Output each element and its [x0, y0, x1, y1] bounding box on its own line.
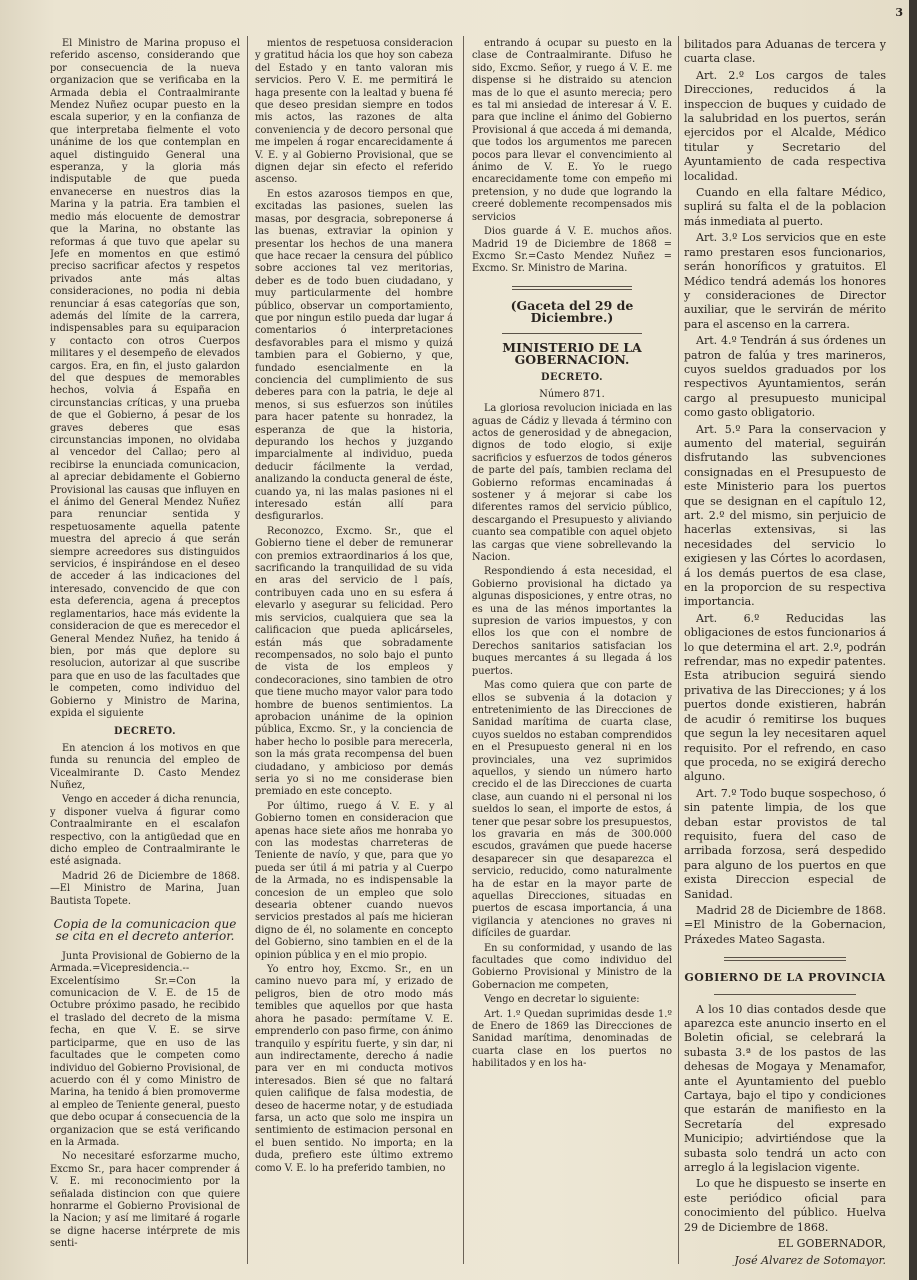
ministry-heading: MINISTERIO DE LA GOBERNACION. [502, 339, 642, 367]
decree-signature: Madrid 28 de Diciembre de 1868. =El Ministro de la Gobernacion, Práxedes Mateo Sagasta. [684, 903, 886, 946]
paragraph: Vengo en acceder á dicha renuncia, y disponer vuelva á figurar como Contraalmirante en el escalafon respectivo, con la antigüedad que en dicho empleo de Contraalmirante le esté asignada. [50, 794, 240, 868]
decree-number: Número 871. [539, 388, 605, 400]
paragraph: En atencion á los motivos en que funda su renuncia del empleo de Vicealmirante D. Casto Mendez Nuñez, [50, 742, 240, 791]
paragraph: La gloriosa revolucion iniciada en las aguas de Cádiz y llevada á término con actos de generosidad y de abnegacion, dignos de todo elogio, si exije sacrificios y esfuerzos de todos géneros de parte del país, tambien reclama del Gobierno reformas encaminadas á sostener y á mejorar si cabe los diferentes ramos del servicio público, descargando el Presupuesto y aliviando cuanto sea compatible con aquel objeto las cargas que viene sobrellevando la Nacion. [472, 403, 672, 564]
paragraph: Vengo en decretar lo siguiente: [484, 994, 640, 1006]
column-rule [463, 36, 464, 1264]
paragraph: El Ministro de Marina propuso el referido ascenso, considerando que por consecuencia de la nueva organizacion que se verificaba en la Armada debia el Contraalmirante Mendez Nuñez ocupar puesto en la escala superior, y en la confianza de que interpretaba fielmente el voto unánime de los que contemplan en aquel distinguido General una esperanza, y la gloria más indisputable de que pueda envanecerse en nuestros dias la Marina y la patria. Era tambien el medio más elocuente de demostrar que la Marina, no obstante las reformas á que tuvo que apelar su Jefe en momentos en que estimó preciso sacrificar afectos y respetos privados ante más altas consideraciones, no podia ni debia renunciar á esas categorías que son, además del límite de la carrera, indispensables para su equiparacion y contacto con otros Cuerpos militares y el desempeño de elevados cargos. Era, en fin, el justo galardon del que despues de memorables hechos, volvia á España en circunstancias críticas, y una prueba de que el Gobierno, á pesar de los graves deberes que esas circunstancias imponen, no olvidaba al vencedor del Callao; pero al recibirse la enunciada comunicacion, al apreciar debidamente el Gobierno Provisional las causas que influyen en el ánimo del General Mendez Nuñez para renunciar sentida y respetuosamente aquella patente muestra del aprecio á que serán siempre acreedores sus distinguidos servicios, é inspirándose en el deseo de acceder á las indicaciones del interesado, convencido de que con esta deferencia, agena á preceptos reglamentarios, hace más evidente la consideracion de que es merecedor el General Mendez Nuñez, ha tenido á bien, por más que deplore su resolucion, autorizar al que suscribe para que en uso de las facultades que le competen, como individuo del Gobierno y Ministro de Marina, expida el siguiente [50, 38, 240, 719]
article: Art. 4.º Tendrán á sus órdenes un patron de falúa y tres marineros, cuyos sueldos graduados por los respectivos Ayuntamientos, serán cargo al presupuesto municipal como gasto obligatorio. [684, 334, 886, 420]
divider [502, 333, 642, 334]
column-rule [678, 36, 679, 1264]
column-3 [472, 38, 672, 1266]
paragraph: Lo que he dispuesto se inserte en este periódico oficial para conocimiento del público. Huelva 29 de Diciembre de 1868. [684, 1177, 886, 1234]
article: Art. 1.º Quedan suprimidas desde 1.º de Enero de 1869 las Direcciones de Sanidad marítima, denominadas de cuarta clase en los puertos no habilitados y en los ha- [472, 1008, 672, 1070]
paragraph: A los 10 dias contados desde que aparezca este anuncio inserto en el Boletin oficial, se celebrará la subasta 3.ª de los pastos de las dehesas de Mogaya y Menamafor, ante el Ayuntamiento del pueblo Cartaya, bajo el tipo y condiciones que estarán de manifiesto en la Secretaría del expresado Municipio; advirtiéndose que la subasta solo tendrá un acto con arreglo á la legislacion vigente. [684, 1002, 886, 1175]
column-1 [50, 38, 240, 1266]
paragraph: Cuando en ella faltare Médico, suplirá su falta el de la poblacion más inmediata al puerto. [684, 186, 886, 228]
paragraph: No necesitaré esforzarme mucho, Excmo Sr., para hacer comprender á V. E. mi reconocimiento por la señalada distincion con que quiere honrarme el Gobierno Provisional de la Nacion; y así me limitaré á rogarle se digne hacerse intérprete de mis senti- [50, 1151, 240, 1250]
paragraph: Junta Provisional de Gobierno de la Armada.=Vicepresidencia.--Excelentísimo Sr.=Con la comunicacion de V. E. de 15 de Octubre próximo pasado, he recibido el traslado del decreto de la misma fecha, en que V. E. se sirve participarme, que en uso de las facultades que le competen como individuo del Gobierno Provisional, de acuerdo con él y como Ministro de Marina, ha tenido á bien promoverme al empleo de Teniente general, puesto que debo ocupar á consecuencia de la organizacion que se está verificando en la Armada. [50, 950, 240, 1148]
paragraph: Por último, ruego á V. E. y al Gobierno tomen en consideracion que apenas hace siete años me honraba yo con las modestas charreteras de Teniente de navío, y que, para que yo pueda ser útil á mi patria y al Cuerpo de la Armada, no es indispensable la concesion de un empleo que solo desearia obtener cuando nuevos servicios prestados al país me hicieran digno de él, no solamente en concepto del Gobierno, sino tambien en el de la opinion pública y en el mio propio. [255, 800, 453, 961]
signer-name: José Alvarez de Sotomayor. [734, 1253, 886, 1266]
article: Art. 2.º Los cargos de tales Direcciones, reducidos á la inspeccion de buques y cuidado de la salubridad en los puertos, serán ejercidos por el Alcalde, Médico titular y Secretario del Ayuntamiento de cada respectiva localidad. [684, 68, 886, 183]
divider [724, 957, 846, 961]
section-title: Copia de la comunicacion que se cita en el decreto anterior. [53, 917, 237, 944]
paragraph: Yo entro hoy, Excmo. Sr., en un camino nuevo para mí, y erizado de peligros, bien de otro modo más temibles que aquellos por que hasta ahora he pasado: permítame V. E. emprenderlo con paso firme, con ánimo tranquilo y espíritu fuerte, y sin dar, ni aun indirectamente, derecho á nadie para ver en mi conducta motivos interesados. Bien sé que no faltará quien califique de falsa modestia, de deseo de hacerme notar, y de estudiada farsa, un acto que solo me inspira un sentimiento de estimacion personal en el buen sentido. No importa; en la duda, prefiero este último extremo como V. E. lo ha preferido tambien, no [255, 964, 453, 1174]
paragraph: Respondiendo á esta necesidad, el Gobierno provisional ha dictado ya algunas disposiciones, y entre otras, no es una de las ménos importantes la supresion de varios impuestos, y con ellos los que con el nombre de Derechos sanitarios satisfacian los buques mercantes á su llegada á los puertos. [472, 566, 672, 677]
section-heading: GOBIERNO DE LA PROVINCIA [684, 971, 886, 985]
paragraph: bilitados para Aduanas de tercera y cuarta clase. [684, 38, 886, 66]
paragraph: En su conformidad, y usando de las facultades que como individuo del Gobierno Provisional y Ministro de la Gobernacion me competen, [472, 942, 672, 991]
page-edge [909, 0, 917, 1280]
column-rule [247, 36, 248, 1264]
column-4 [684, 38, 886, 1266]
article: Art. 6.º Reducidas las obligaciones de estos funcionarios á lo que determina el art. 2.º, podrán refrendar, mas no expedir patentes. Esta atribucion seguirá siendo privativa de las Direcciones; y á los puertos donde existieren, habrán de acudir ó remitirse los buques que segun la ley necesitaren aquel requisito. Por el refrendo, en caso que proceda, no se exigirá derecho alguno. [684, 611, 886, 784]
decree-title: DECRETO. [113, 726, 177, 738]
paragraph: Mas como quiera que con parte de ellos se subvenia á la dotacion y entretenimiento de las Direcciones de Sanidad marítima de cuarta clase, cuyos sueldos no estaban comprendidos en el Presupuesto general ni en los provinciales, una vez suprimidos aquellos, y siendo un número harto crecido el de las Direcciones de cuarta clase, aun cuando ni el personal ni los sueldos lo sean, el importe de estos, á tener que pesar sobre los presupuestos, los gravaria en más de 300.000 escudos, gravámen que puede hacerse desaparecer sin que desaparezca el servicio, reducido, como naturalmente ha de estar en la mayor parte de aquellas Direcciones, situadas en puertos de escasa importancia, á una vigilancia y atenciones no graves ni difíciles de guardar. [472, 680, 672, 940]
gazette-reference: (Gaceta del 29 de Diciembre.) [510, 297, 634, 326]
decree-signature: Madrid 26 de Diciembre de 1868. —El Ministro de Marina, Juan Bautista Topete. [50, 870, 240, 907]
divider [512, 286, 632, 290]
signer-title: EL GOBERNADOR, [777, 1237, 886, 1251]
article: Art. 5.º Para la conservacion y aumento del material, seguirán disfrutando las subvenciones consignadas en el Presupuesto de este Ministerio para los puertos que se designan en el capítulo 12, art. 2.º del mismo, sin perjuicio de hacerlas extensivas, si las necesidades del servicio lo exigiesen y las Córtes lo acordasen, á los demás puertos de esa clase, en la proporcion de su respectiva importancia. [684, 422, 886, 609]
divider [714, 994, 856, 995]
letter-signature: Dios guarde á V. E. muchos años. Madrid 19 de Diciembre de 1868 = Excmo Sr.=Casto Mendez Nuñez = Excmo. Sr. Ministro de Marina. [472, 226, 672, 275]
paragraph: mientos de respetuosa consideracion y gratitud hácia los que hoy son cabeza del Estado y en tanto valoran mis servicios. Pero V. E. me permitirá le haga presente con la lealtad y buena fé que deseo presidan siempre en todos mis actos, las razones de alta conveniencia y de decoro personal que me impelen á rogar encarecidamente á V. E. y al Gobierno Provisional, que se dignen dejar sin efecto el referido ascenso. [255, 38, 453, 186]
paragraph: En estos azarosos tiempos en que, excitadas las pasiones, suelen las masas, por desgracia, sobreponerse á las buenas, extraviar la opinion y presentar los hechos de una manera que hace recaer la censura del público sobre acciones tal vez meritorias, deber es de todo buen ciudadano, y muy particularmente del hombre público, observar un comportamiento, que por ningun estilo pueda dar lugar á comentarios ó interpretaciones desfavorables para el mismo y quizá tambien para el Gobierno, y que, fundado esencialmente en la conciencia del cumplimiento de sus deberes para con la patria, le deje al menos, si sus esfuerzos son inútiles para hacer patente su honradez, la esperanza de que la historia, depurando los hechos y juzgando imparcialmente al individuo, pueda deducir fácilmente la verdad, analizando la conducta general de éste, cuando ya, ni las malas pasiones ni el interesado están allí para desfigurarlos. [255, 188, 453, 523]
column-2 [255, 38, 453, 1266]
article: Art. 3.º Los servicios que en este ramo prestaren esos funcionarios, serán honoríficos y gratuitos. El Médico tendrá además los honores y consideraciones de Director auxiliar, que le servirán de mérito para el ascenso en la carrera. [684, 231, 886, 331]
article: Art. 7.º Todo buque sospechoso, ó sin patente limpia, de los que deban estar provistos de tal requisito, fuera del caso de arribada forzosa, será despedido para alguno de los puertos en que exista Direccion especial de Sanidad. [684, 786, 886, 901]
paragraph: Reconozco, Excmo. Sr., que el Gobierno tiene el deber de remunerar con premios extraordinarios á los que, sacrificando la tranquilidad de su vida en aras del servicio de l país, contribuyen cada uno en su esfera á elevarlo y asegurar su felicidad. Pero mis servicios, cualquiera que sea la calificacion que pueda aplicárseles, están más que sobradamente recompensados, no solo bajo el punto de vista de los empleos y condecoraciones, sino tambien de otro que tiene mucho mayor valor para todo hombre de buenos sentimientos. La aprobacion unánime de la opinion pública, Excmo. Sr., y la conciencia de haber hecho lo posible para merecerla, son la más grata recompensa del buen ciudadano, y ambicioso por demás seria yo si no me considerase bien premiado en este concepto. [255, 525, 453, 798]
page-number: 3 [895, 6, 903, 19]
decree-title: DECRETO. [540, 372, 604, 384]
paragraph: entrando á ocupar su puesto en la clase de Contraalmirante. Difuso he sido, Excmo. Señor, y ruego á V. E. me dispense si he distraido su atencion mas de lo que el asunto merecia; pero es tal mi ansiedad de interesar á V. E. para que incline el ánimo del Gobierno Provisional á que acceda á mi demanda, que todos los argumentos me parecen pocos para llevar el convencimiento al ánimo de V. E. Yo le ruego encarecidamente tome con empeño mi pretension, y no dude que logrando la creeré doblemente recompensados mis servicios [472, 38, 672, 223]
